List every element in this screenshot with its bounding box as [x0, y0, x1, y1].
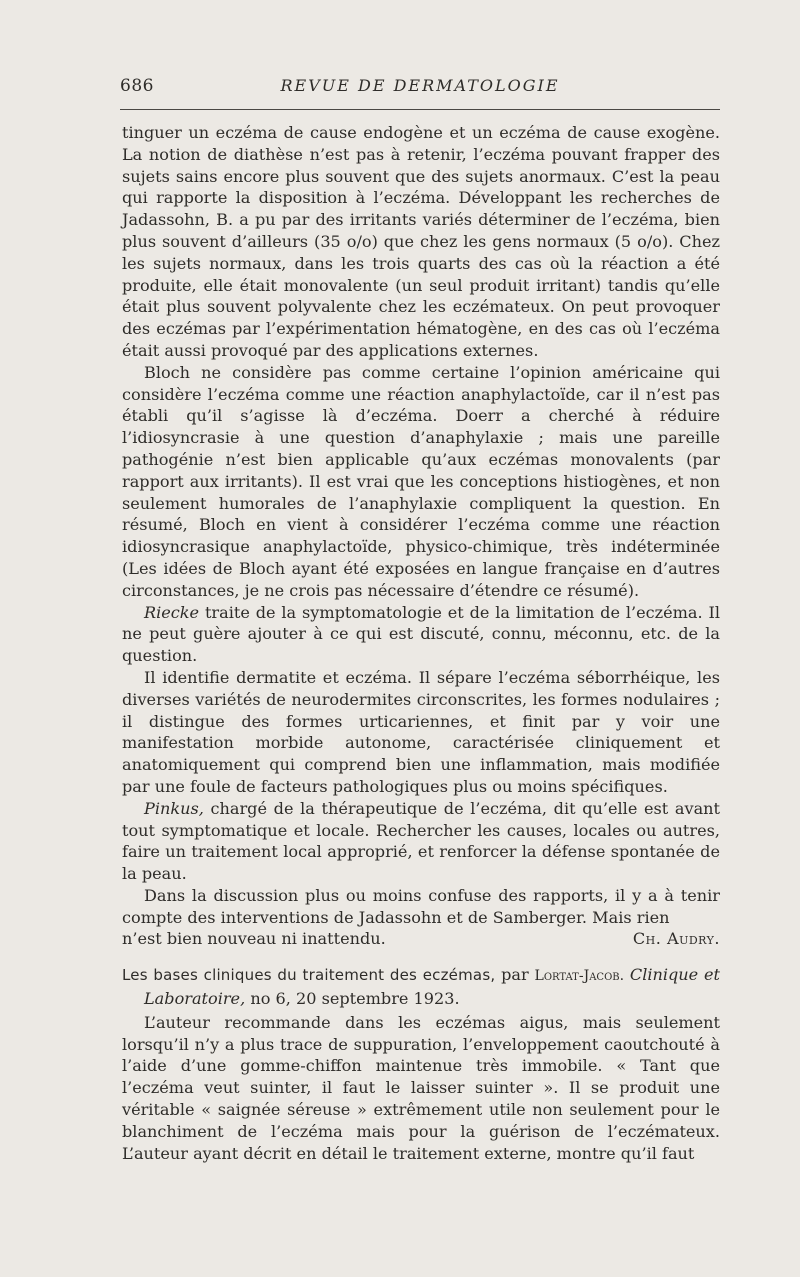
author-name: Riecke: [144, 602, 200, 622]
paragraph: [122, 602, 720, 667]
article-heading: [122, 964, 720, 1010]
paragraph: tinguer un eczéma de cause endogène et un eczéma de cause exogène. La notion de diathèse n’est pas à retenir, l’eczéma pouvant frapper des sujets sains encore plus souvent que des sujets anormaux. C’est la peau qui rapporte la disposition à l’eczéma. Développant les recherches de Jadassohn, B. a pu par des irritants variés déterminer de l’eczéma, bien plus souvent d’ailleurs (35 o/o) que chez les gens normaux (5 o/o). Chez les sujets normaux, dans les trois quarts des cas où la réaction a été produite, elle était monovalente (un seul produit irritant) tandis qu’elle était plus souvent polyvalente chez les eczémateux. On peut provoquer des eczémas par l’expérimentation hématogène, en des cas où l’eczéma était aussi provoqué par des applications externes.: [122, 123, 720, 360]
header-rule: [120, 109, 720, 110]
signature-line: [122, 928, 720, 950]
paragraph-text: n’est bien nouveau ni inattendu.: [122, 929, 386, 949]
page-number: 686: [120, 76, 154, 96]
article-author: Lortat-Jacob.: [534, 968, 625, 985]
article-title: Les bases cliniques du traitement des eczémas,: [122, 966, 496, 985]
paragraph: L’auteur recommande dans les eczémas aigus, mais seulement lorsqu’il n’y a plus trace de suppuration, l’enveloppement caoutchouté à l’aide d’une gomme-chiffon maintenue très immobile. « Tant que l’eczéma veut suinter, il faut le laisser suinter ». Il se produit une véritable « saignée séreuse » extrêmement utile non seulement pour le blanchiment de l’eczéma mais pour la guérison de l’eczémateux. L’auteur ayant décrit en détail le traitement externe, montre qu’il faut: [122, 1012, 720, 1163]
body-text: [122, 122, 720, 1164]
paragraph: Dans la discussion plus ou moins confuse des rapports, il y a à tenir compte des interventions de Jadassohn et de Samberger. Mais rien: [122, 885, 720, 927]
page-header: [120, 76, 720, 100]
article-by: par: [501, 965, 529, 985]
author-name: Pinkus,: [144, 798, 204, 818]
paragraph: [122, 798, 720, 885]
paragraph-text: traite de la symptomatologie et de la limitation de l’eczéma. Il ne peut guère ajouter à ce qui est discuté, connu, méconnu, etc. de la question.: [122, 602, 720, 666]
paragraph-text: chargé de la thérapeutique de l’eczéma, dit qu’elle est avant tout symptomatique et locale. Rechercher les causes, locales ou autres, faire un traitement local approprié, et renforcer la défense spontanée de la peau.: [122, 798, 720, 884]
signature: Ch. Audry.: [632, 929, 720, 949]
running-title: REVUE DE DERMATOLOGIE: [280, 76, 560, 95]
paragraph: Bloch ne considère pas comme certaine l’opinion américaine qui considère l’eczéma comme une réaction anaphylactoïde, car il n’est pas établi qu’il s’agisse là d’eczéma. Doerr a cherché à réduire l’idiosyncrasie à une question d’anaphylaxie ; mais une pareille pathogénie n’est bien applicable qu’aux eczémas monovalents (par rapport aux irritants). Il est vrai que les conceptions histiogènes, et non seulement humorales de l’anaphylaxie compliquent la question. En résumé, Bloch en vient à considérer l’eczéma comme une réaction idiosyncrasique anaphylactoïde, physico-chimique, très indéterminée (Les idées de Bloch ayant été exposées en langue française en d’autres circonstances, je ne crois pas nécessaire d’étendre ce résumé).: [122, 362, 720, 600]
paragraph: Il identifie dermatite et eczéma. Il sépare l’eczéma séborrhéique, les diverses variétés de neurodermites circonscrites, les formes nodulaires ; il distingue des formes urticariennes, et finit par y voir une manifestation morbide autonome, caractérisée cliniquement et anatomiquement qui comprend bien une inflammation, mais modifiée par une foule de facteurs pathologiques plus ou moins spécifiques.: [122, 667, 720, 796]
article-journal: Clinique et Laboratoire,: [144, 965, 720, 1009]
article-issue: no 6, 20 septembre 1923.: [250, 989, 460, 1009]
